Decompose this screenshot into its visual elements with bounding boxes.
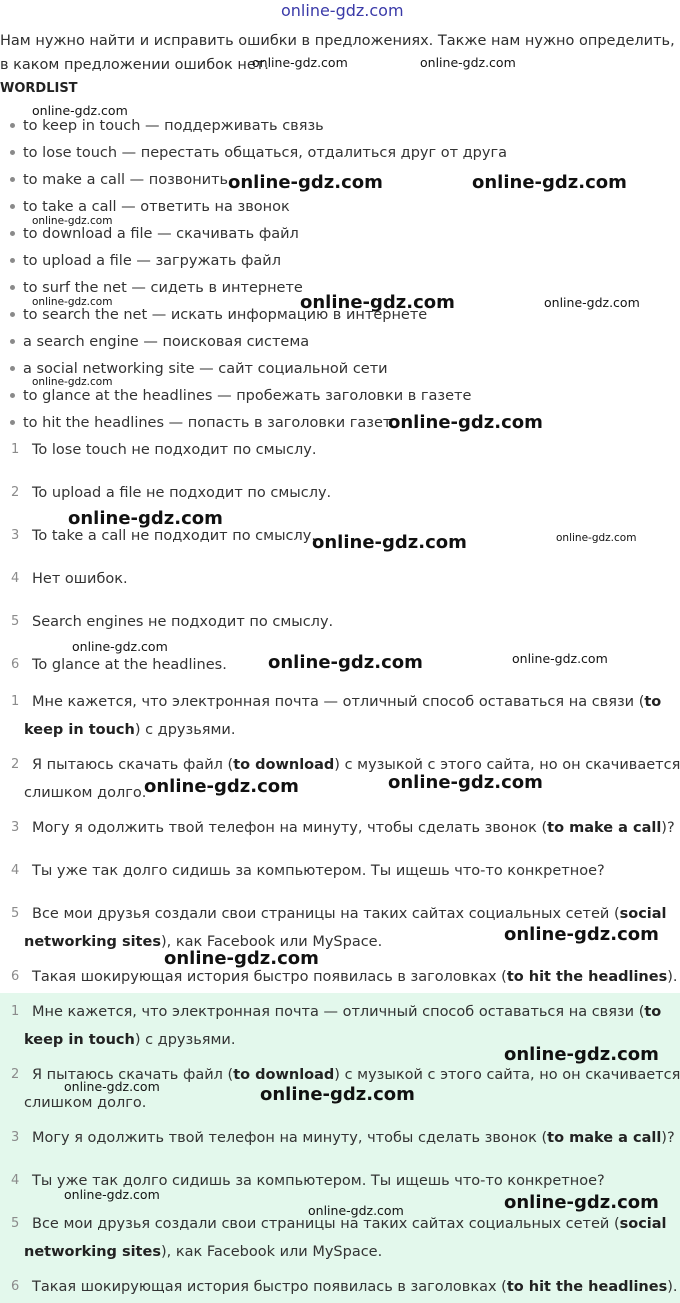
bullet-icon — [10, 258, 15, 263]
watermark: online-gdz.com — [164, 948, 319, 969]
watermark: online-gdz.com — [32, 296, 113, 308]
watermark: online-gdz.com — [556, 532, 637, 544]
list-item: to surf the net — сидеть в интернете — [10, 280, 303, 300]
watermark: online-gdz.com — [512, 651, 608, 666]
watermark: online-gdz.com — [312, 532, 467, 553]
list-item: to lose touch — перестать общаться, отдалиться друг от друга — [10, 145, 507, 165]
watermark: online-gdz.com — [68, 508, 223, 529]
sentence-item: 4 Ты уже так долго сидишь за компьютером. Ты ищешь что-то конкретное? — [0, 857, 680, 885]
item-number: 1 — [11, 1004, 20, 1019]
bullet-icon — [10, 285, 15, 290]
list-item: to hit the headlines — попасть в заголовки газет — [10, 415, 391, 435]
bullet-icon — [10, 420, 15, 425]
list-item: to keep in touch — поддерживать связь — [10, 118, 324, 138]
item-number: 3 — [11, 820, 20, 835]
watermark: online-gdz.com — [32, 103, 128, 118]
watermark: online-gdz.com — [32, 376, 113, 388]
sentence-item: 2 Я пытаюсь скачать файл (to download) с музыкой с этого сайта, но он скачивается слишком долго. — [0, 1061, 680, 1117]
site-logo[interactable]: online-gdz.com — [281, 1, 404, 20]
task-intro: Нам нужно найти и исправить ошибки в предложениях. Также нам нужно определить, в каком предложении ошибок нет. — [0, 33, 675, 73]
sentence-item: 6 Такая шокирующая история быстро появилась в заголовках (to hit the headlines). — [0, 963, 680, 991]
answer-text: Нет ошибок. — [32, 571, 128, 587]
item-number: 5 — [11, 906, 20, 921]
bullet-icon — [10, 123, 15, 128]
item-number: 2 — [11, 1067, 20, 1082]
bullet-icon — [10, 339, 15, 344]
item-number: 2 — [11, 485, 20, 500]
list-item: to download a file — скачивать файл — [10, 226, 299, 246]
item-number: 1 — [11, 442, 20, 457]
item-number: 2 — [11, 757, 20, 772]
item-number: 5 — [11, 614, 20, 629]
item-number: 6 — [11, 1279, 20, 1294]
item-number: 6 — [11, 657, 20, 672]
list-item: to search the net — искать информацию в интернете — [10, 307, 427, 327]
sentence-item: 3 Могу я одолжить твой телефон на минуту, чтобы сделать звонок (to make a call)? — [0, 814, 680, 842]
bullet-icon — [10, 150, 15, 155]
item-number: 3 — [11, 1130, 20, 1145]
item-number: 3 — [11, 528, 20, 543]
watermark: online-gdz.com — [504, 924, 659, 945]
sentence-item: 1 Мне кажется, что электронная почта — отличный способ оставаться на связи (to keep in touch) с друзьями. — [0, 998, 680, 1054]
bullet-icon — [10, 204, 15, 209]
watermark: online-gdz.com — [64, 1187, 160, 1202]
watermark: online-gdz.com — [64, 1079, 160, 1094]
item-number: 4 — [11, 863, 20, 878]
watermark: online-gdz.com — [228, 172, 383, 193]
list-item: to make a call — позвонить — [10, 172, 228, 192]
watermark: online-gdz.com — [260, 1084, 415, 1105]
watermark: online-gdz.com — [252, 55, 348, 70]
watermark: online-gdz.com — [308, 1203, 404, 1218]
item-number: 5 — [11, 1216, 20, 1231]
answer-text: To upload a file не подходит по смыслу. — [32, 485, 332, 501]
watermark: online-gdz.com — [72, 639, 168, 654]
answer-text: To glance at the headlines. — [32, 657, 227, 673]
bullet-icon — [10, 312, 15, 317]
list-item: a search engine — поисковая система — [10, 334, 309, 354]
watermark: online-gdz.com — [388, 412, 543, 433]
list-item: to take a call — ответить на звонок — [10, 199, 290, 219]
answer-text: To lose touch не подходит по смыслу. — [32, 442, 317, 458]
item-number: 4 — [11, 1173, 20, 1188]
list-item: to glance at the headlines — пробежать заголовки в газете — [10, 388, 471, 408]
watermark: online-gdz.com — [472, 172, 627, 193]
watermark: online-gdz.com — [420, 55, 516, 70]
list-item: to upload a file — загружать файл — [10, 253, 281, 273]
sentence-item: 4 Ты уже так долго сидишь за компьютером. Ты ищешь что-то конкретное? — [0, 1167, 680, 1195]
watermark: online-gdz.com — [504, 1192, 659, 1213]
bullet-icon — [10, 393, 15, 398]
item-number: 6 — [11, 969, 20, 984]
bullet-icon — [10, 177, 15, 182]
sentence-item: 3 Могу я одолжить твой телефон на минуту, чтобы сделать звонок (to make a call)? — [0, 1124, 680, 1152]
watermark: online-gdz.com — [268, 652, 423, 673]
bullet-icon — [10, 366, 15, 371]
watermark: online-gdz.com — [388, 772, 543, 793]
item-number: 1 — [11, 694, 20, 709]
item-number: 4 — [11, 571, 20, 586]
watermark: online-gdz.com — [32, 215, 113, 227]
watermark: online-gdz.com — [544, 295, 640, 310]
wordlist-title: WORDLIST — [0, 81, 78, 96]
sentence-item: 2 Я пытаюсь скачать файл (to download) с музыкой с этого сайта, но он скачивается слишком долго. — [0, 751, 680, 807]
answer-text: To take a call не подходит по смыслу. — [32, 528, 316, 544]
watermark: online-gdz.com — [504, 1044, 659, 1065]
sentence-item: 5 Все мои друзья создали свои страницы на таких сайтах социальных сетей (social networking sites), как Facebook или MySpace. — [0, 1210, 680, 1266]
watermark: online-gdz.com — [300, 292, 455, 313]
answer-text: Search engines не подходит по смыслу. — [32, 614, 334, 630]
bullet-icon — [10, 231, 15, 236]
list-item: a social networking site — сайт социальной сети — [10, 361, 388, 381]
sentence-item: 1 Мне кажется, что электронная почта — отличный способ оставаться на связи (to keep in touch) с друзьями. — [0, 688, 680, 744]
sentence-item: 6 Такая шокирующая история быстро появилась в заголовках (to hit the headlines). — [0, 1273, 680, 1301]
sentence-item: 5 Все мои друзья создали свои страницы на таких сайтах социальных сетей (social networking sites), как Facebook или MySpace. — [0, 900, 680, 956]
watermark: online-gdz.com — [144, 776, 299, 797]
